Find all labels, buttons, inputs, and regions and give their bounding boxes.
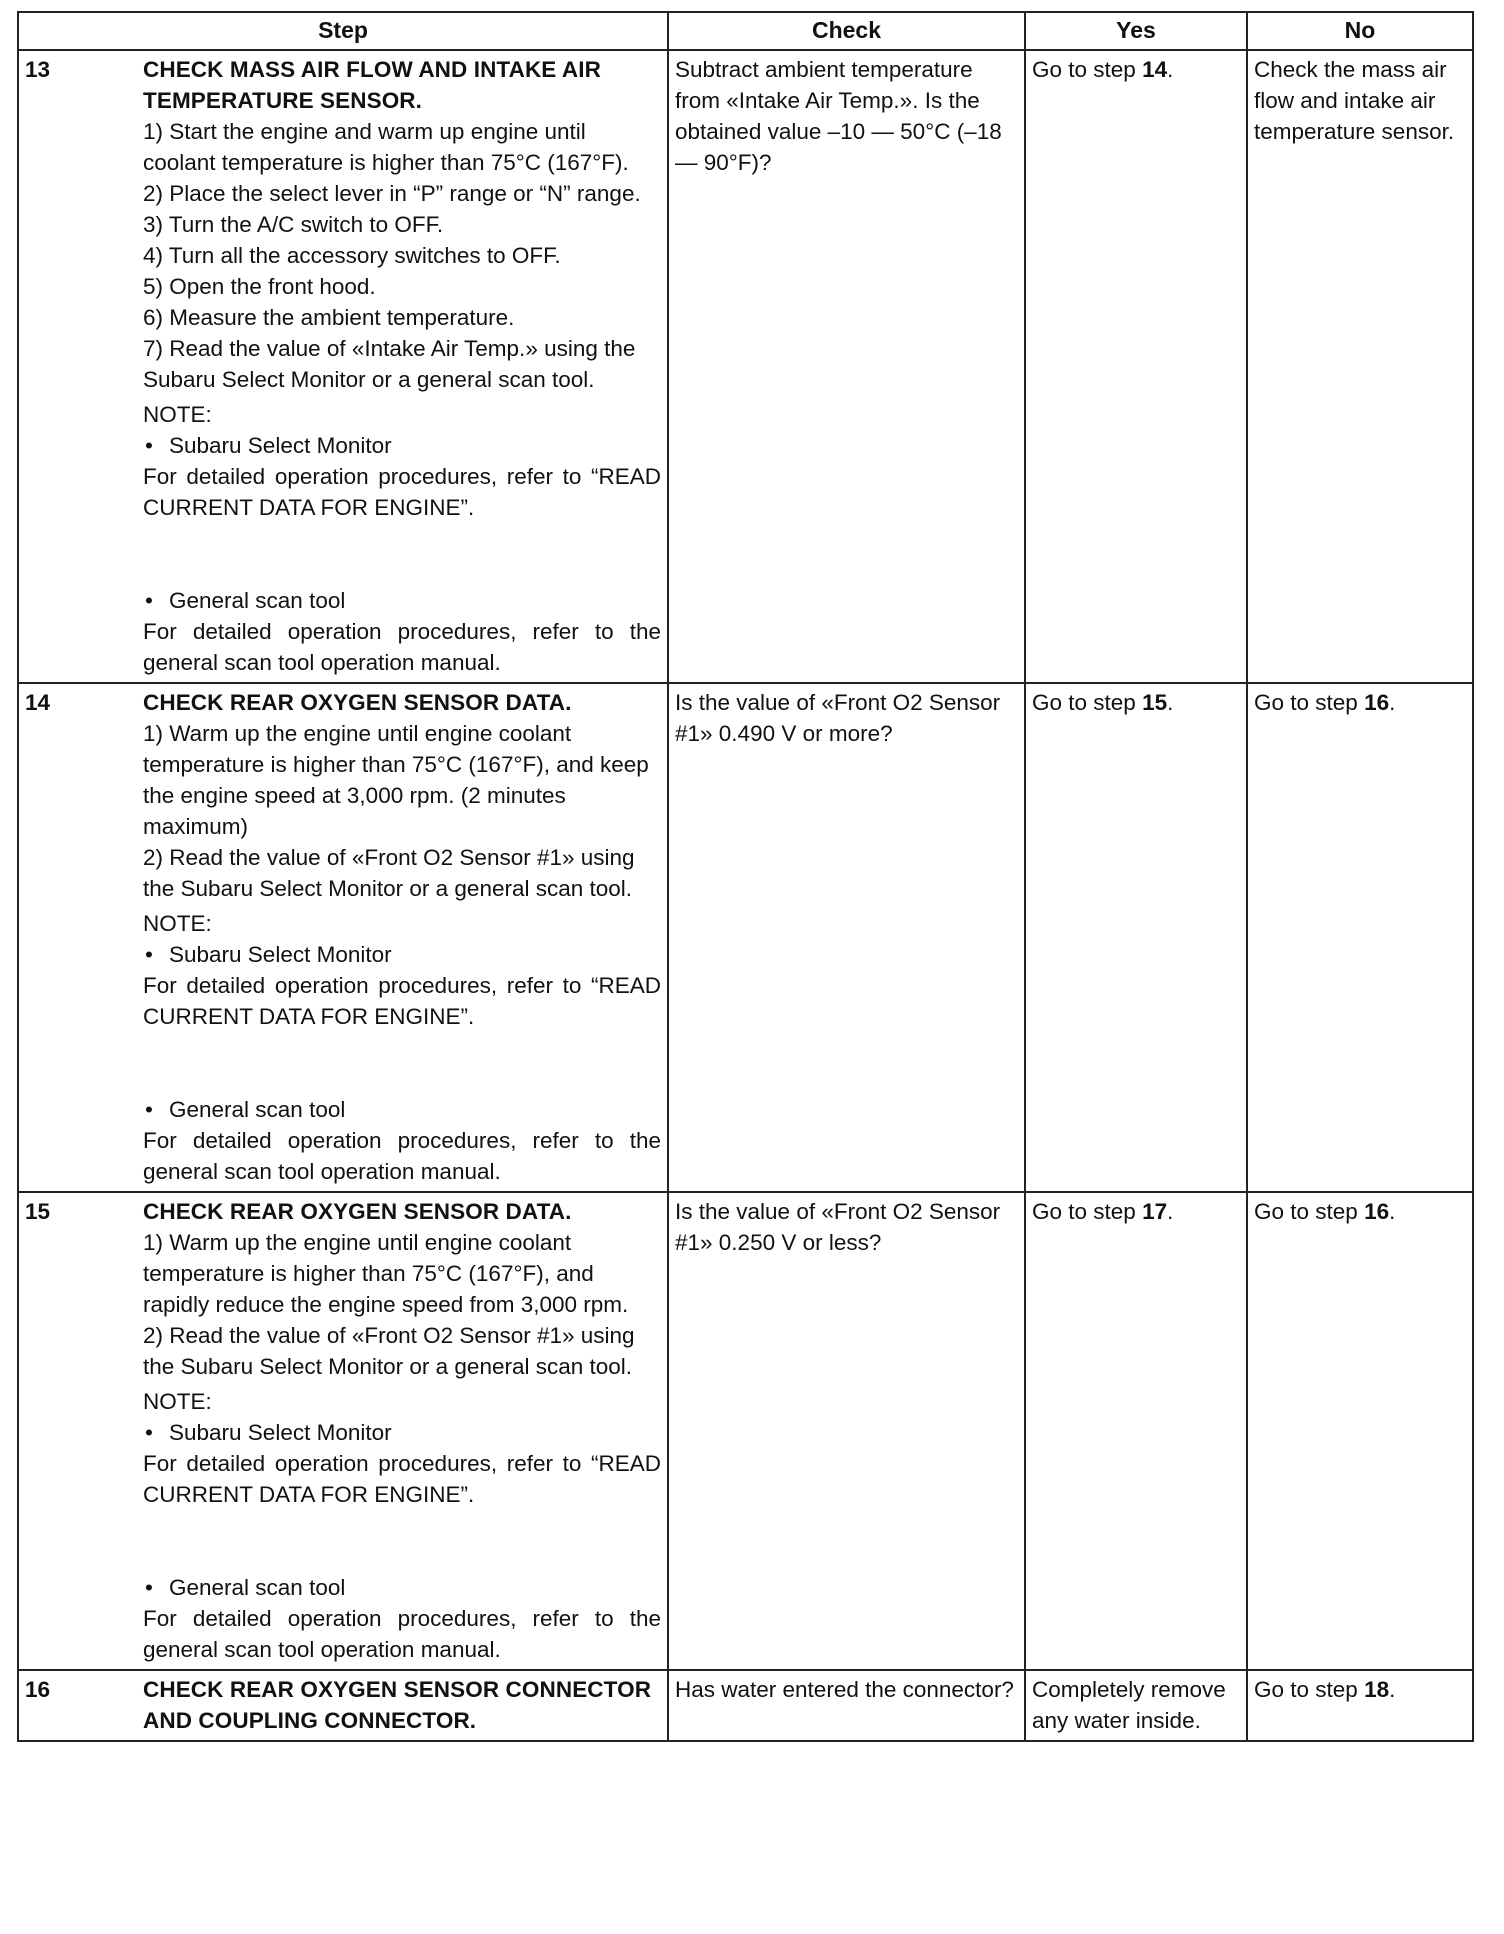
bullet-subaru-select-monitor: • Subaru Select Monitor [143,430,661,461]
check-cell: Is the value of «Front O2 Sensor #1» 0.490 V or more? [668,683,1025,1192]
ssm-reference: For detailed operation procedures, refer to “READ CURRENT DATA FOR ENGINE”. [143,1451,661,1507]
step-instruction: 4) Turn all the accessory switches to OFF. [143,243,561,268]
yes-step-ref: 14 [1142,57,1168,82]
step-title: CHECK REAR OXYGEN SENSOR CONNECTOR AND COUPLING CONNECTOR. [143,1677,652,1733]
yes-prefix: Go to step [1032,1199,1143,1224]
yes-suffix: . [1167,690,1174,715]
step-instruction: 2) Place the select lever in “P” range or “N” range. [143,181,641,206]
yes-cell [1025,683,1247,1192]
header-step: Step [18,12,668,50]
no-step-ref: 16 [1364,1199,1390,1224]
step-number: 16 [25,1677,51,1702]
check-cell: Subtract ambient temperature from «Intake Air Temp.». Is the obtained value –10 — 50°C (–18 — 90°F)? [668,50,1025,683]
table-row [18,1670,1473,1741]
step-cell [18,1192,668,1670]
no-prefix: Go to step [1254,1199,1365,1224]
step-instruction: 2) Read the value of «Front O2 Sensor #1» using the Subaru Select Monitor or a general scan tool. [143,1323,635,1379]
step-instruction: 7) Read the value of «Intake Air Temp.» using the Subaru Select Monitor or a general scan tool. [143,336,636,392]
no-cell: Check the mass air flow and intake air temperature sensor. [1247,50,1473,683]
step-instruction: 1) Start the engine and warm up engine until coolant temperature is higher than 75°C (167°F). [143,119,629,175]
step-number: 15 [25,1199,51,1224]
bullet-general-scan-tool: • General scan tool [143,585,661,616]
no-cell [1247,1670,1473,1741]
step-instruction: 1) Warm up the engine until engine coolant temperature is higher than 75°C (167°F), and keep the engine speed at 3,000 rpm. (2 minutes maximum) [143,721,649,839]
no-suffix: . [1389,1199,1396,1224]
no-cell [1247,1192,1473,1670]
no-prefix: Go to step [1254,1677,1365,1702]
step-instruction: 3) Turn the A/C switch to OFF. [143,212,444,237]
bullet-subaru-select-monitor: • Subaru Select Monitor [143,1417,661,1448]
yes-suffix: . [1167,57,1174,82]
gst-reference: For detailed operation procedures, refer to the general scan tool operation manual. [143,1606,661,1662]
bullet-subaru-select-monitor: • Subaru Select Monitor [143,939,661,970]
yes-prefix: Go to step [1032,690,1143,715]
ssm-reference: For detailed operation procedures, refer to “READ CURRENT DATA FOR ENGINE”. [143,973,661,1029]
step-instruction: 2) Read the value of «Front O2 Sensor #1» using the Subaru Select Monitor or a general scan tool. [143,845,635,901]
check-cell: Is the value of «Front O2 Sensor #1» 0.250 V or less? [668,1192,1025,1670]
note-label: NOTE: [143,1389,212,1414]
gst-reference: For detailed operation procedures, refer to the general scan tool operation manual. [143,1128,661,1184]
header-no: No [1247,12,1473,50]
step-cell [18,50,668,683]
yes-step-ref: 15 [1142,690,1168,715]
ssm-reference: For detailed operation procedures, refer to “READ CURRENT DATA FOR ENGINE”. [143,464,661,520]
bullet-general-scan-tool: • General scan tool [143,1572,661,1603]
gst-reference: For detailed operation procedures, refer to the general scan tool operation manual. [143,619,661,675]
table-row [18,683,1473,1192]
yes-cell [1025,50,1247,683]
yes-cell: Completely remove any water inside. [1025,1670,1247,1741]
no-suffix: . [1389,1677,1396,1702]
table-row [18,1192,1473,1670]
step-number: 13 [25,57,51,82]
step-title: CHECK REAR OXYGEN SENSOR DATA. [143,690,572,715]
header-row [18,12,1473,50]
no-step-ref: 18 [1364,1677,1390,1702]
no-step-ref: 16 [1364,690,1390,715]
header-yes: Yes [1025,12,1247,50]
step-number: 14 [25,690,51,715]
yes-prefix: Go to step [1032,57,1143,82]
note-label: NOTE: [143,911,212,936]
step-instruction: 6) Measure the ambient temperature. [143,305,515,330]
step-cell [18,1670,668,1741]
bullet-general-scan-tool: • General scan tool [143,1094,661,1125]
header-check: Check [668,12,1025,50]
no-prefix: Go to step [1254,690,1365,715]
step-instruction: 1) Warm up the engine until engine coolant temperature is higher than 75°C (167°F), and rapidly reduce the engine speed from 3,000 rpm. [143,1230,629,1317]
diagnostic-table [17,11,1474,1742]
yes-cell [1025,1192,1247,1670]
step-instruction: 5) Open the front hood. [143,274,376,299]
check-cell: Has water entered the connector? [668,1670,1025,1741]
step-title: CHECK MASS AIR FLOW AND INTAKE AIR TEMPERATURE SENSOR. [143,57,601,113]
table-row [18,50,1473,683]
yes-suffix: . [1167,1199,1174,1224]
step-cell [18,683,668,1192]
no-cell [1247,683,1473,1192]
step-title: CHECK REAR OXYGEN SENSOR DATA. [143,1199,572,1224]
yes-step-ref: 17 [1142,1199,1168,1224]
no-suffix: . [1389,690,1396,715]
note-label: NOTE: [143,402,212,427]
